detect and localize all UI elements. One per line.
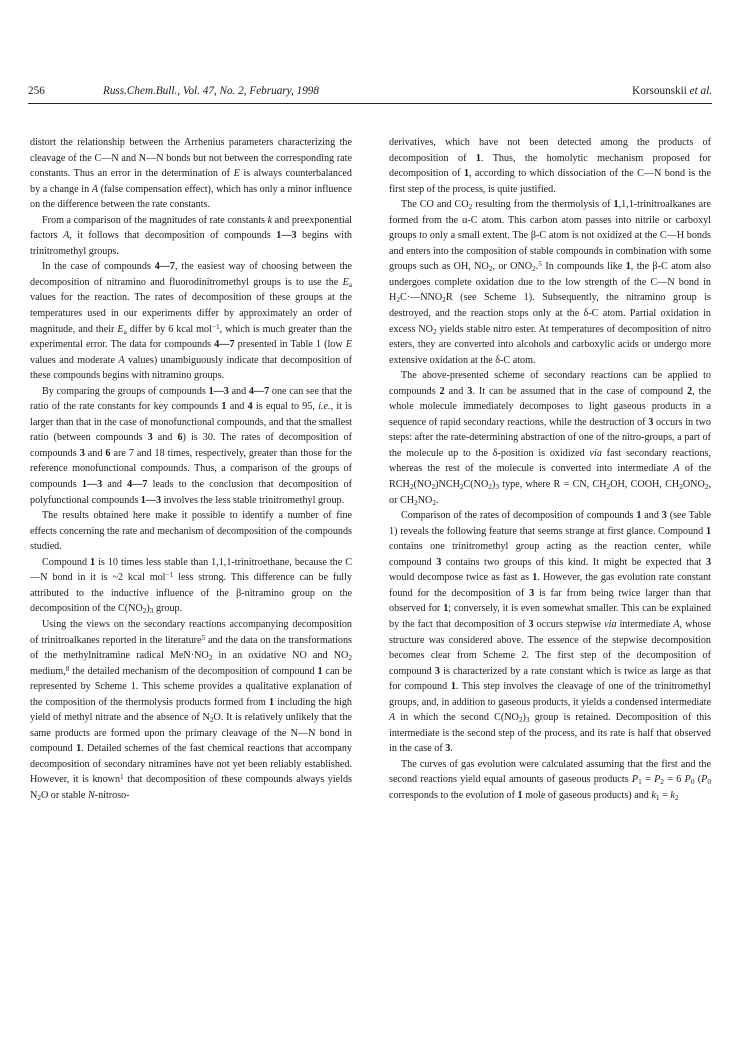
paragraph: Compound 1 is 10 times less stable than 1,1,1-trinitroethane, because the C—N bond in it is ~2 kcal mol$^{-1}$ less strong. This difference can be fully attributed to the inductive influence of the β-nitramino group on the decomposition of the $C(NO_2)_3$ group. [30, 556, 352, 616]
paragraph: By comparing the groups of compounds 1—3 and 4—7 one can see that the ratio of the rate constants for key compounds 1 and 4 is equal to 95, i.e., it is larger than that in the case of monofunctional compounds, and that the smallest ratio (between compounds 3 and 6) is 30. The rates of decomposition of compounds 3 and 6 are 7 and 18 times, respectively, greater than those for the reference monofunctional compounds. Thus, a comparison of the groups of compounds 1—3 and 4—7 leads to the conclusion that decomposition of polyfunctional compounds 1—3 involves the less stable trinitromethyl group. [30, 385, 353, 506]
paragraph: From a comparison of the magnitudes of rate constants k and preexponential factors A, it follows that decomposition of compounds 1—3 begins with trinitromethyl groups. [30, 214, 352, 257]
paragraph: derivatives, which have not been detected among the products of decomposition of 1. Thus, the homolytic mechanism proposed for decomposition of 1, according to which dissociation of the C—N bond is the first step of the process, is quite justified. [389, 137, 711, 195]
author-etal: et al. [689, 85, 712, 97]
left-column [30, 135, 352, 804]
paragraph: The above-presented scheme of secondary reactions can be applied to compounds 2 and 3. It can be assumed that in the case of compound 2, the whole molecule immediately decomposes to light gaseous products in a sequence of rapid secondary reactions, while the destruction of 3 occurs in two steps: after the rate-determining abstraction of one of the nitro-groups, a part of the molecule up to the δ-position is oxidized via fast secondary reactions, whereas the rest of the molecule is converted into intermediate A of the $RCH_2(NO_2)NCH_2C(NO_2)_3$ type, where R = CN, $CH_2OH$, COOH, $CH_2ONO_2$, or $CH_2NO_2$. [389, 370, 712, 507]
running-header [28, 82, 712, 102]
paragraph: The CO and $CO_2$ resulting from the thermolysis of 1,1,1-trinitroalkanes are formed from the α-C atom. This carbon atom passes into nitrile or carboxyl groups to only a small extent. The β-C atom is not oxidized at the C—H bonds and enters into the composition of stable compounds in combination with some groups such as OH, $NO_2$, or $ONO_2.^5$ In compounds like 1, the β-C atom also undergoes complete oxidation due to the low strength of the C—N bond in $H_2C\cdot—NNO_2R$ (see Scheme 1). Subsequently, the nitramino group is destroyed, and the reaction stops only at the δ-C atom. Partial oxidation in excess $NO_2$ yields stable nitro ester. At temperatures of decomposition of nitro esters, they are converted into alcohols and carboxylic acids or undergo more extensive oxidation at the δ-C atom. [389, 199, 711, 366]
paragraph: In the case of compounds 4—7, the easiest way of choosing between the decomposition of nitramino and fluorodinitromethyl groups is to use the $E_a$ values for the reaction. The rates of decomposition of these groups at the temperatures used in our experiments differ by approximately an order of magnitude, and their $E_a$ differ by 6 kcal mol$^{-1}$, which is much greater than the experimental error. The data for compounds 4—7 presented in Table 1 (low E values and moderate A values) unambiguously indicate that decomposition of these compounds begins with nitramino groups. [30, 261, 353, 382]
paragraph: Using the views on the secondary reactions accompanying decomposition of trinitroalkanes reported in the literature$^5$ and the data on the transformations of the methylnitramine radical $MeN\cdot NO_2$ in an oxidative NO and $NO_2$ medium,$^8$ the detailed mechanism of the decomposition of compound 1 can be represented by Scheme 1. This scheme provides a qualitative explanation of the composition of the thermolysis products formed from 1 including the high yield of methyl nitrate and the absence of $N_2O$. It is relatively unlikely that the same products are formed upon the primary cleavage of the N—N bond in compound 1. Detailed schemes of the fast chemical reactions that accompany decomposition of secondary nitramines have not yet been reliably established. However, it is known$^1$ that decomposition of these compounds always yields $N_2O$ or stable N-nitroso- [30, 618, 352, 802]
paragraph: The curves of gas evolution were calculated assuming that the first and the second reactions yield equal amounts of gaseous products $P_1 = P_2 = 6$ $P_0$ ($P_0$ corresponds to the evolution of 1 mole of gaseous products) and $k_1 = k_2$ [389, 758, 711, 802]
right-column [389, 135, 711, 804]
paragraph: Comparison of the rates of decomposition of compounds 1 and 3 (see Table 1) reveals the following feature that seems strange at first glance. Compound 1 contains one trinitromethyl group acting as the reaction center, while compound 3 contains two groups of this kind. It might be expected that 3 would decompose twice as fast as 1. However, the gas evolution rate constant found for the decomposition of 3 is far from being twice larger than that observed for 1; conversely, it is even somewhat smaller. This can be explained by the fact that decomposition of 3 occurs stepwise via intermediate A, whose structure was considered above. The essence of the stepwise decomposition becomes clear from Scheme 2. The first step of the decomposition of compound 3 is characterized by a rate constant which is twice as large as that for compound 1. This step involves the cleavage of one of the trinitromethyl groups, and, in addition to gaseous products, it yields a condensed intermediate A in which the second $C(NO_2)_3$ group is retained. Decomposition of this intermediate is the second step of the process, and its rate is half that observed in the case of 3. [389, 510, 711, 755]
header-rule [28, 103, 712, 104]
page-number: 256 [28, 85, 45, 97]
author-name: Korsounskii [632, 85, 687, 97]
paragraph: The results obtained here make it possible to identify a number of fine effects concerning the rate and mechanism of decomposition of the compounds studied. [30, 510, 352, 553]
paragraph: distort the relationship between the Arrhenius parameters characterizing the cleavage of the C—N and N—N bonds but not between the corresponding rate constants. Thus an error in the determination of E is always counterbalanced by a change in A (false compensation effect), which has only a minor influence on the difference between the rate constants. [30, 137, 352, 211]
running-authors [632, 82, 712, 100]
journal-citation: Russ.Chem.Bull., Vol. 47, No. 2, February, 1998 [103, 85, 319, 97]
